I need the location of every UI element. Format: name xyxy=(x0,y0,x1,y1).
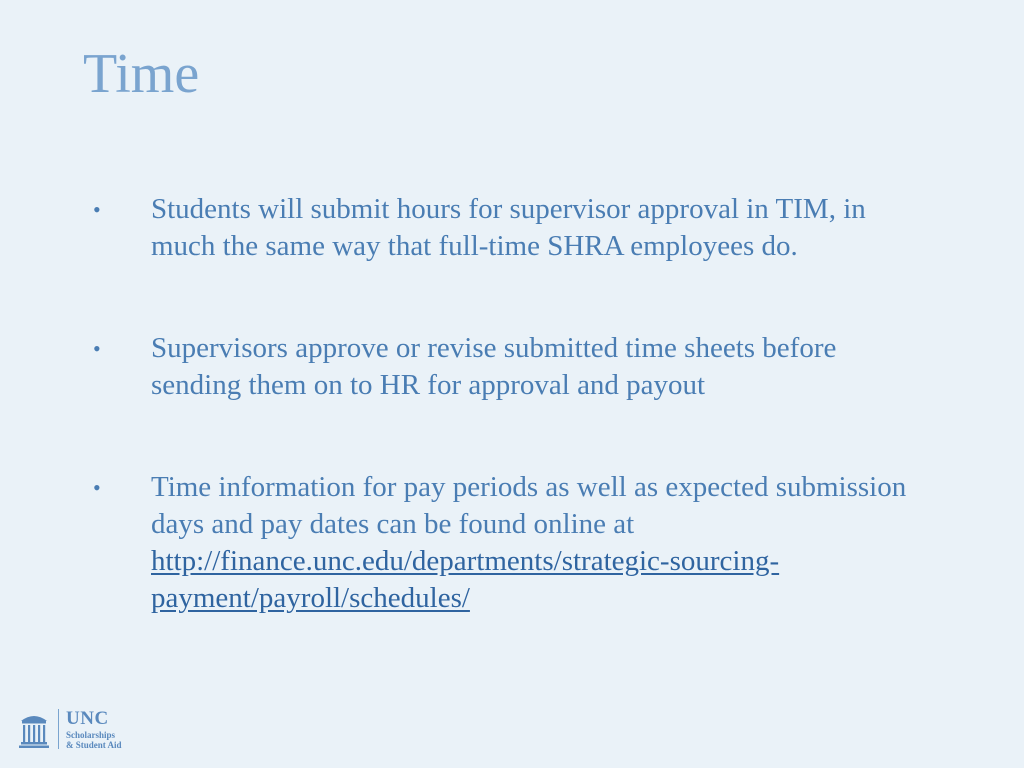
logo-divider xyxy=(58,709,59,749)
slide-title: Time xyxy=(83,43,200,105)
logo-unc: UNC xyxy=(66,707,109,729)
bullet-item xyxy=(90,330,920,404)
bullet-marker: • xyxy=(93,475,101,500)
bullet-text: Time information for pay periods as well as expected submission days and pay dates can be found online at xyxy=(151,471,907,540)
logo-text xyxy=(66,709,122,750)
bullet-marker: • xyxy=(93,336,101,361)
bullet-item xyxy=(90,469,920,617)
logo-line-1: Scholarships xyxy=(66,729,116,740)
bullet-text: Students will submit hours for supervisor approval in TIM, in much the same way that full-time SHRA employees do. xyxy=(151,193,866,262)
logo-line-2: & Student Aid xyxy=(66,739,122,750)
unc-logo xyxy=(18,708,122,750)
old-well-icon xyxy=(18,709,50,749)
bullet-item xyxy=(90,191,920,265)
bullet-marker: • xyxy=(93,197,101,222)
payroll-schedules-link[interactable]: http://finance.unc.edu/departments/strategic-sourcing-payment/payroll/schedules/ xyxy=(151,545,780,614)
bullet-text: Supervisors approve or revise submitted time sheets before sending them on to HR for approval and payout xyxy=(151,332,837,401)
bullet-list xyxy=(90,191,920,682)
